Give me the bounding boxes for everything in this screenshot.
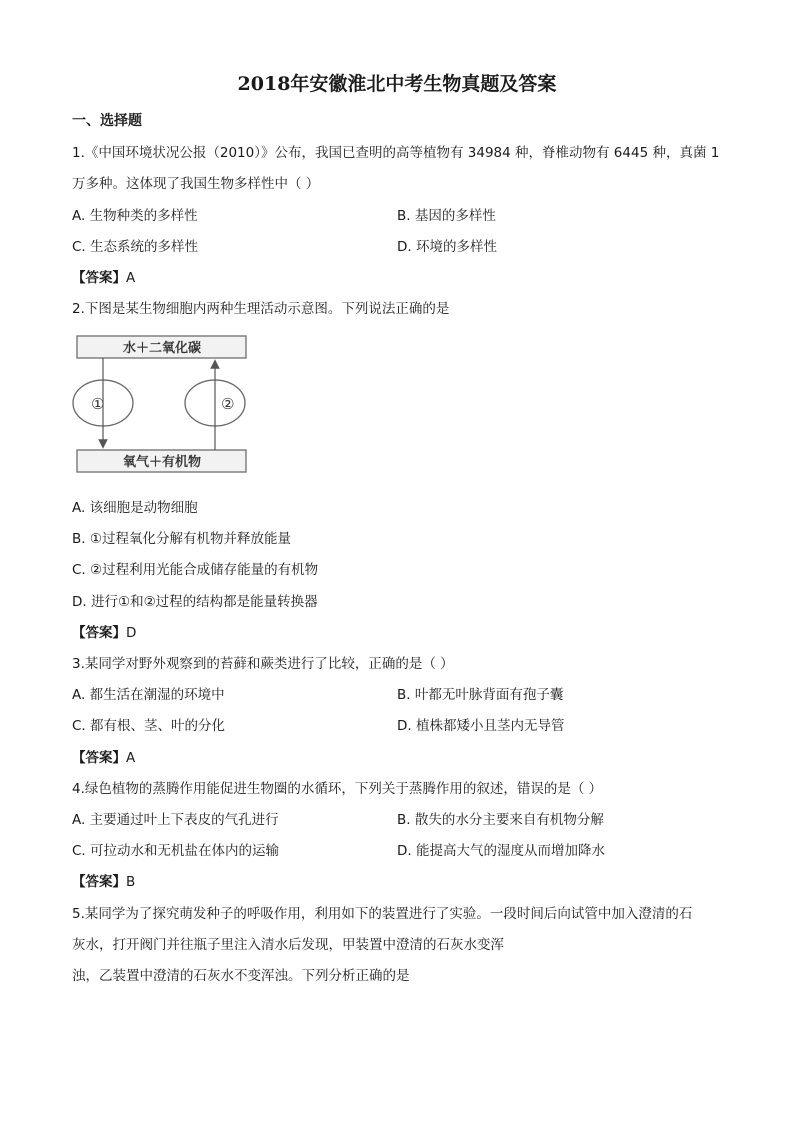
answer-label: 【答案】 [72,270,126,286]
answer-value: A [126,270,136,286]
q3-option-c: C. 都有根、茎、叶的分化 [72,718,226,734]
q3-option-a: A. 都生活在潮湿的环境中 [72,687,225,703]
process2-label: ② [221,395,235,413]
q3-option-b: B. 叶都无叶脉背面有孢子囊 [397,687,564,703]
q4-answer [72,870,135,890]
q1-answer [72,266,135,286]
section-heading: 一、选择题 [72,113,142,129]
q2-option-c: C. ②过程利用光能合成储存能量的有机物 [72,562,319,578]
q4-option-d: D. 能提高大气的湿度从而增加降水 [397,843,605,859]
q5-stem-line3: 浊，乙装置中澄清的石灰水不变浑浊。下列分析正确的是 [72,968,410,984]
q1-stem-line2: 万多种。这体现了我国生物多样性中（ ） [72,176,320,192]
answer-label: 【答案】 [72,874,126,890]
q2-option-a: A. 该细胞是动物细胞 [72,500,198,516]
q5-stem-line1: 5.某同学为了探究萌发种子的呼吸作用，利用如下的装置进行了实验。一段时间后向试管中加入澄清的石 [72,906,693,922]
q4-option-a: A. 主要通过叶上下表皮的气孔进行 [72,812,279,828]
q1-option-b: B. 基因的多样性 [397,208,496,224]
answer-value: B [126,874,136,890]
q1-option-a: A. 生物种类的多样性 [72,208,198,224]
q2-answer [72,621,136,641]
answer-label: 【答案】 [72,750,126,766]
answer-value: D [126,625,137,641]
photosynthesis-respiration-diagram [72,332,252,477]
q4-option-c: C. 可拉动水和无机盐在体内的运输 [72,843,280,859]
answer-value: A [126,750,136,766]
q4-option-b: B. 散失的水分主要来自有机物分解 [397,812,604,828]
bottom-box-label: 氧气＋有机物 [122,455,202,470]
page-title: 2018年安徽淮北中考生物真题及答案 [237,73,557,95]
q1-option-d: D. 环境的多样性 [397,239,497,255]
q1-option-c: C. 生态系统的多样性 [72,239,199,255]
q2-option-b: B. ①过程氧化分解有机物并释放能量 [72,531,291,547]
q4-stem: 4.绿色植物的蒸腾作用能促进生物圈的水循环，下列关于蒸腾作用的叙述，错误的是（ ） [72,781,603,797]
q3-answer [72,746,135,766]
answer-label: 【答案】 [72,625,126,641]
q3-stem: 3.某同学对野外观察到的苔藓和蕨类进行了比较，正确的是（ ） [72,656,454,672]
q1-stem-line1: 1.《中国环境状况公报（2010）》公布，我国已查明的高等植物有 34984 种，脊椎动物有 6445 种，真菌 1 [72,145,720,161]
top-box-label: 水＋二氧化碳 [122,341,202,356]
q3-option-d: D. 植株都矮小且茎内无导管 [397,718,565,734]
q5-stem-line2: 灰水，打开阀门并往瓶子里注入清水后发现，甲装置中澄清的石灰水变浑 [72,937,504,953]
q2-option-d: D. 进行①和②过程的结构都是能量转换器 [72,594,318,610]
process1-label: ① [91,395,105,413]
q2-stem: 2.下图是某生物细胞内两种生理活动示意图。下列说法正确的是 [72,301,450,317]
